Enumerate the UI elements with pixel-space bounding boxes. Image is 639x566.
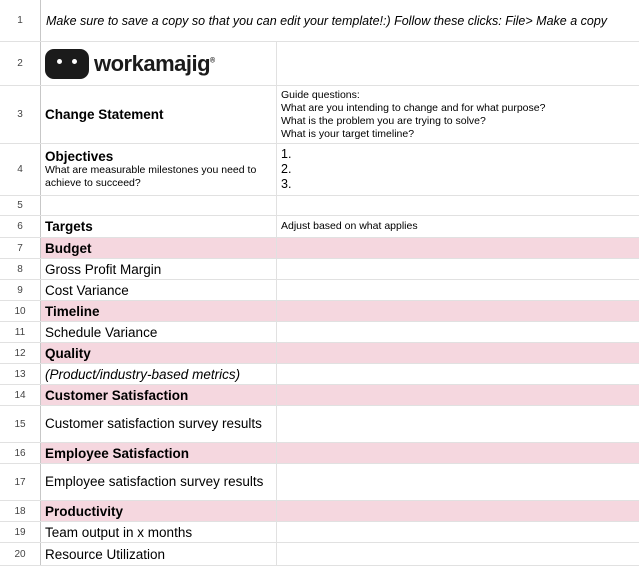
cell[interactable] [277, 543, 639, 565]
cell[interactable] [41, 196, 277, 215]
metric-cell[interactable]: Gross Profit Margin [41, 259, 277, 279]
objective-item: 1. [281, 147, 292, 161]
sheet-row [0, 86, 639, 144]
change-statement-label[interactable]: Change Statement [41, 86, 277, 143]
row-header[interactable]: 8 [0, 259, 41, 279]
section-row [0, 301, 639, 322]
cell[interactable] [277, 501, 639, 521]
targets-label[interactable]: Targets [41, 216, 277, 237]
row-header[interactable]: 1 [0, 0, 41, 41]
row-header[interactable]: 20 [0, 543, 41, 565]
logo-cell[interactable] [41, 42, 277, 85]
row-header[interactable]: 17 [0, 464, 41, 500]
sheet-row [0, 522, 639, 543]
section-budget[interactable]: Budget [41, 238, 277, 258]
cell[interactable] [277, 443, 639, 463]
row-header[interactable]: 16 [0, 443, 41, 463]
sheet-row [0, 259, 639, 280]
row-header[interactable]: 5 [0, 196, 41, 215]
objectives-cell[interactable] [41, 144, 277, 195]
sheet-row [0, 280, 639, 301]
sheet-row [0, 216, 639, 238]
sheet-row [0, 144, 639, 196]
cell[interactable] [277, 406, 639, 442]
sheet-row [0, 0, 639, 42]
section-row [0, 443, 639, 464]
cell[interactable] [277, 385, 639, 405]
cell[interactable] [277, 364, 639, 384]
sheet-row [0, 196, 639, 216]
sheet-row [0, 406, 639, 443]
objectives-description: What are measurable milestones you need to achieve to succeed? [45, 164, 257, 189]
objectives-label: Objectives [45, 149, 114, 164]
cell[interactable] [277, 196, 639, 215]
cell[interactable] [277, 280, 639, 300]
cell[interactable] [277, 343, 639, 363]
sheet-row [0, 543, 639, 566]
logo-robot-icon [45, 49, 89, 79]
row-header[interactable]: 6 [0, 216, 41, 237]
row-header[interactable]: 2 [0, 42, 41, 85]
objective-item: 3. [281, 177, 292, 191]
sheet-row [0, 322, 639, 343]
logo-wordmark: workamajig [94, 50, 211, 76]
metric-cell[interactable]: Customer satisfaction survey results [41, 406, 277, 442]
row-header[interactable]: 3 [0, 86, 41, 143]
cell[interactable] [277, 522, 639, 542]
section-row [0, 501, 639, 522]
guide-line: What is the problem you are trying to solve? [281, 114, 486, 127]
targets-note[interactable]: Adjust based on what applies [281, 220, 418, 232]
section-row [0, 343, 639, 364]
guide-questions-cell[interactable] [277, 86, 639, 143]
sheet-row [0, 364, 639, 385]
row-header[interactable]: 10 [0, 301, 41, 321]
guide-line: What is your target timeline? [281, 127, 415, 140]
row-header[interactable]: 11 [0, 322, 41, 342]
workamajig-logo [45, 49, 272, 79]
row-header[interactable]: 12 [0, 343, 41, 363]
cell[interactable] [277, 42, 639, 85]
cell[interactable] [277, 322, 639, 342]
metric-cell[interactable]: Cost Variance [41, 280, 277, 300]
section-productivity[interactable]: Productivity [41, 501, 277, 521]
section-quality[interactable]: Quality [41, 343, 277, 363]
logo-registered-mark: ® [210, 57, 215, 65]
section-customer-satisfaction[interactable]: Customer Satisfaction [41, 385, 277, 405]
row-header[interactable]: 19 [0, 522, 41, 542]
section-row [0, 385, 639, 406]
row-header[interactable]: 4 [0, 144, 41, 195]
objectives-list-cell[interactable] [277, 144, 639, 195]
cell[interactable] [277, 259, 639, 279]
guide-line: Guide questions: [281, 88, 360, 101]
row-header[interactable]: 9 [0, 280, 41, 300]
row-header[interactable]: 13 [0, 364, 41, 384]
cell[interactable] [277, 238, 639, 258]
section-timeline[interactable]: Timeline [41, 301, 277, 321]
row-header[interactable]: 7 [0, 238, 41, 258]
cell[interactable] [277, 301, 639, 321]
row-header[interactable]: 14 [0, 385, 41, 405]
metric-cell[interactable]: Schedule Variance [41, 322, 277, 342]
cell[interactable] [277, 464, 639, 500]
metric-cell[interactable]: Resource Utilization [41, 543, 277, 565]
section-employee-satisfaction[interactable]: Employee Satisfaction [41, 443, 277, 463]
metric-cell[interactable]: Team output in x months [41, 522, 277, 542]
instruction-cell[interactable]: Make sure to save a copy so that you can edit your template!:) Follow these clicks: File> Make a copy [46, 13, 608, 28]
metric-cell[interactable]: (Product/industry-based metrics) [41, 364, 277, 384]
sheet-row [0, 42, 639, 86]
objective-item: 2. [281, 162, 292, 176]
row-header[interactable]: 18 [0, 501, 41, 521]
metric-cell[interactable]: Employee satisfaction survey results [41, 464, 277, 500]
section-row [0, 238, 639, 259]
sheet-row [0, 464, 639, 501]
row-header[interactable]: 15 [0, 406, 41, 442]
guide-line: What are you intending to change and for what purpose? [281, 101, 546, 114]
